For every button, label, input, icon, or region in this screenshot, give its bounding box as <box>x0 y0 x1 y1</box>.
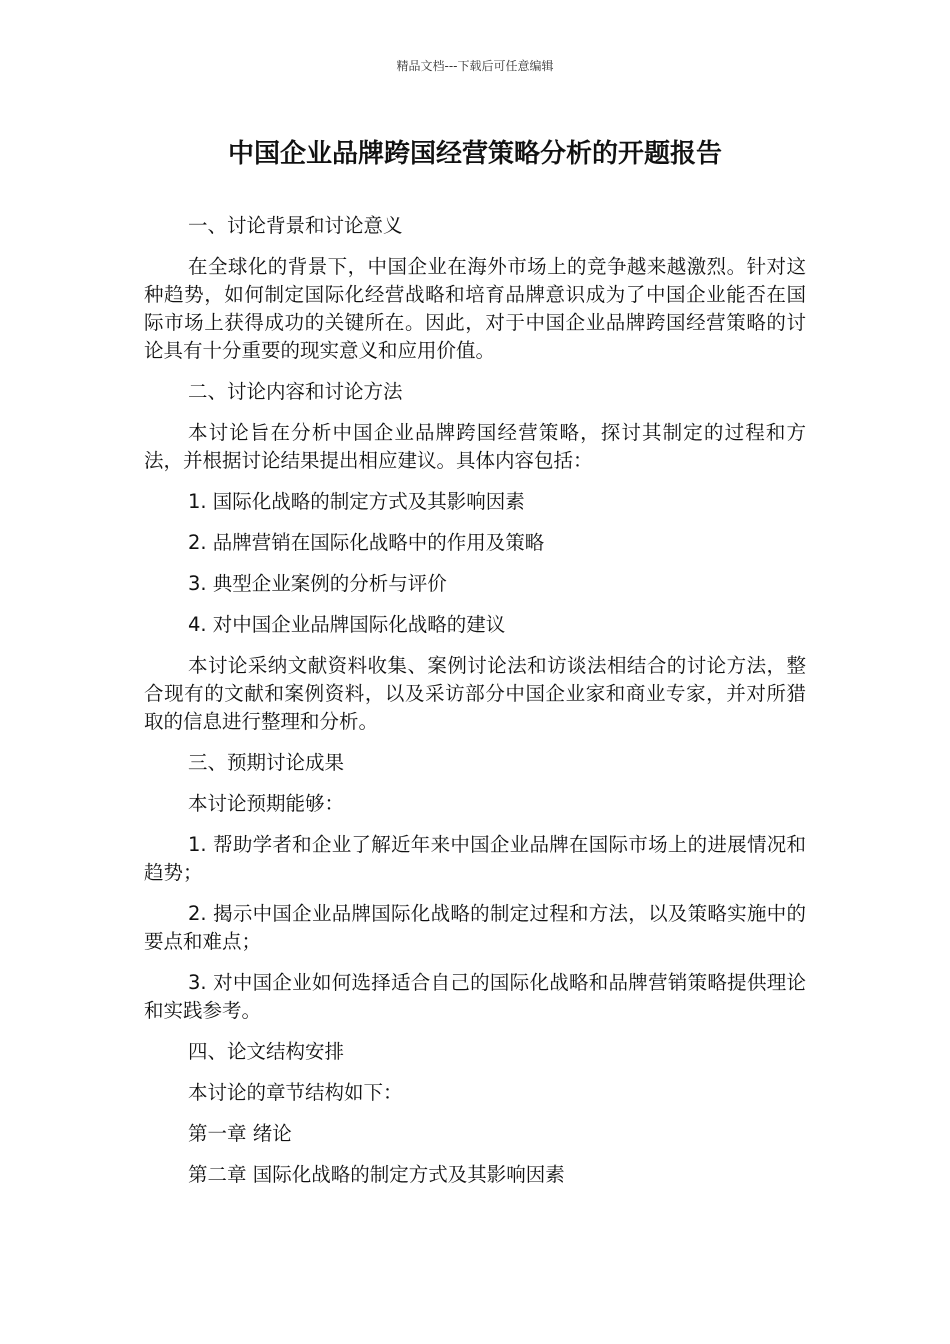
section-heading-expected-results: 三、预期讨论成果 <box>188 751 345 774</box>
list-item-expected-1: 1. 帮助学者和企业了解近年来中国企业品牌在国际市场上的进展情况和趋势； <box>144 833 806 884</box>
page-header-watermark: 精品文档---下载后可任意编辑 <box>396 59 554 73</box>
list-item-expected-2: 2. 揭示中国企业品牌国际化战略的制定过程和方法，以及策略实施中的要点和难点； <box>144 902 806 953</box>
section-heading-structure: 四、论文结构安排 <box>188 1040 345 1063</box>
list-item-content-3: 3. 典型企业案例的分析与评价 <box>188 572 447 595</box>
section-heading-content-method: 二、讨论内容和讨论方法 <box>188 380 403 403</box>
paragraph-structure-intro: 本讨论的章节结构如下： <box>188 1081 403 1104</box>
document-body <box>144 212 806 1202</box>
chapter-item-2: 第二章 国际化战略的制定方式及其影响因素 <box>188 1163 565 1186</box>
paragraph-content-intro: 本讨论旨在分析中国企业品牌跨国经营策略，探讨其制定的过程和方法，并根据讨论结果提出相应建议。具体内容包括： <box>144 421 806 472</box>
paragraph-methodology: 本讨论采纳文献资料收集、案例讨论法和访谈法相结合的讨论方法，整合现有的文献和案例资料，以及采访部分中国企业家和商业专家，并对所猎取的信息进行整理和分析。 <box>144 654 806 733</box>
chapter-item-1: 第一章 绪论 <box>188 1122 292 1145</box>
paragraph-expected-intro: 本讨论预期能够： <box>188 792 345 815</box>
section-heading-background: 一、讨论背景和讨论意义 <box>188 214 403 237</box>
list-item-expected-3: 3. 对中国企业如何选择适合自己的国际化战略和品牌营销策略提供理论和实践参考。 <box>144 971 806 1022</box>
list-item-content-4: 4. 对中国企业品牌国际化战略的建议 <box>188 613 506 636</box>
paragraph-background: 在全球化的背景下，中国企业在海外市场上的竞争越来越激烈。针对这种趋势，如何制定国际化经营战略和培育品牌意识成为了中国企业能否在国际市场上获得成功的关键所在。因此，对于中国企业品牌跨国经营策略的讨论具有十分重要的现实意义和应用价值。 <box>144 255 806 362</box>
list-item-content-1: 1. 国际化战略的制定方式及其影响因素 <box>188 490 525 513</box>
list-item-content-2: 2. 品牌营销在国际化战略中的作用及策略 <box>188 531 545 554</box>
document-title: 中国企业品牌跨国经营策略分析的开题报告 <box>227 139 722 169</box>
